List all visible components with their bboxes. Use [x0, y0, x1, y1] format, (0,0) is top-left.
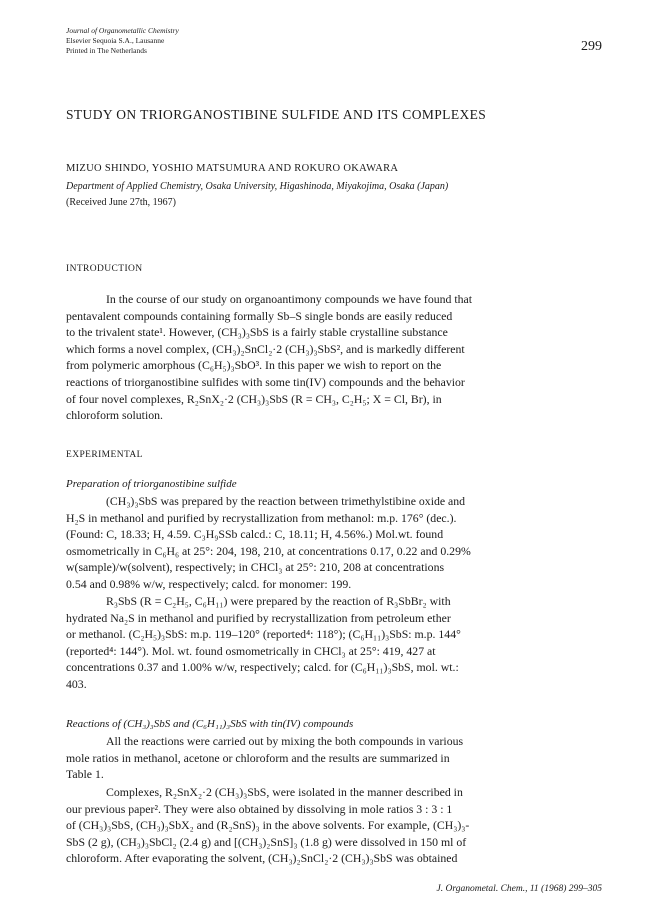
text-line: mole ratios in methanol, acetone or chloroform and the results are summarized in [66, 750, 450, 765]
text-line: of four novel complexes, R₂SnX₂·2 (CH₃)₃SbS (R = CH₃, C₂H₅; X = Cl, Br), in [66, 391, 442, 406]
footer-citation: J. Organometal. Chem., 11 (1968) 299–305 [436, 884, 602, 894]
complexes-paragraph [66, 784, 624, 867]
introduction-paragraph [66, 291, 624, 424]
text-line: osmometrically in C₆H₆ at 25°: 204, 198, 210, at concentrations 0.17, 0.22 and 0.29% [66, 543, 471, 558]
subsection-heading-preparation: Preparation of triorganostibine sulfide [66, 478, 237, 490]
authors: MIZUO SHINDO, YOSHIO MATSUMURA AND ROKURO OKAWARA [66, 163, 399, 174]
text-line: In the course of our study on organoantimony compounds we have found that [106, 292, 473, 306]
text-line: R₃SbS (R = C₂H₅, C₆H₁₁) were prepared by the reaction of R₃SbBr₂ with [106, 594, 451, 608]
text-line: (CH₃)₃SbS was prepared by the reaction between trimethylstibine oxide and [106, 494, 466, 508]
text-line: our previous paper². They were also obtained by dissolving in mole ratios 3 : 3 : 1 [66, 801, 453, 816]
text-line: (Found: C, 18.33; H, 4.59. C₃H₉SSb calcd.: C, 18.11; H, 4.56%.) Mol.wt. found [66, 527, 444, 542]
printed-in: Printed in The Netherlands [66, 46, 147, 55]
text-line: chloroform solution. [66, 408, 163, 423]
text-line: or methanol. (C₂H₅)₃SbS: m.p. 119–120° (reported⁴: 118°); (C₆H₁₁)₃SbS: m.p. 144° [66, 627, 461, 642]
page-number: 299 [581, 39, 602, 54]
text-line: to the trivalent state¹. However, (CH₃)₃SbS is a fairly stable crystalline substance [66, 325, 448, 340]
received-date: (Received June 27th, 1967) [66, 197, 176, 208]
text-line: w(sample)/w(solvent), respectively; in CHCl₃ at 25°: 210, 208 at concentrations [66, 560, 445, 575]
text-line: concentrations 0.37 and 1.00% w/w, respectively; calcd. for (C₆H₁₁)₃SbS, mol. wt.: [66, 660, 459, 675]
text-line: reactions of triorganostibine sulfides with some tin(IV) compounds and the behavior [66, 374, 465, 389]
publisher: Elsevier Sequoia S.A., Lausanne [66, 36, 165, 45]
preparation-paragraph-1 [66, 493, 624, 593]
text-line: (reported⁴: 144°). Mol. wt. found osmometrically in CHCl₃ at 25°: 419, 427 at [66, 643, 436, 658]
text-line: All the reactions were carried out by mixing the both compounds in various [106, 734, 464, 748]
text-line: Complexes, R₂SnX₂·2 (CH₃)₃SbS, were isolated in the manner described in [106, 785, 463, 799]
affiliation: Department of Applied Chemistry, Osaka University, Higashinoda, Miyakojima, Osaka (Japan) [66, 181, 449, 192]
text-line: 0.54 and 0.98% w/w, respectively; calcd. for monomer: 199. [66, 576, 352, 591]
masthead [66, 26, 179, 56]
text-line: pentavalent compounds containing formally Sb–S single bonds are easily reduced [66, 308, 453, 323]
text-line: chloroform. After evaporating the solvent, (CH₃)₂SnCl₂·2 (CH₃)₃SbS was obtained [66, 851, 458, 866]
subsection-heading-reactions: Reactions of (CH₃)₃SbS and (C₆H₁₁)₃SbS with tin(IV) compounds [66, 718, 354, 730]
text-line: H₂S in methanol and purified by recrystallization from methanol: m.p. 176° (dec.). [66, 510, 457, 525]
journal-name: Journal of Organometallic Chemistry [66, 26, 179, 35]
text-line: hydrated Na₂S in methanol and purified by recrystallization from petroleum ether [66, 610, 451, 625]
text-line: which forms a novel complex, (CH₃)₂SnCl₂·2 (CH₃)₃SbS², and is markedly different [66, 341, 465, 356]
text-line: from polymeric amorphous (C₆H₅)₃SbO³. In this paper we wish to report on the [66, 358, 442, 373]
reactions-paragraph [66, 733, 624, 783]
experimental-heading: EXPERIMENTAL [66, 450, 143, 460]
text-line: Table 1. [66, 767, 104, 782]
preparation-paragraph-2 [66, 593, 624, 693]
introduction-heading: INTRODUCTION [66, 264, 143, 274]
text-line: 403. [66, 676, 87, 691]
text-line: of (CH₃)₃SbS, (CH₃)₃SbX₂ and (R₂SnS)₃ in the above solvents. For example, (CH₃)₃- [66, 818, 470, 833]
text-line: SbS (2 g), (CH₃)₃SbCl₂ (2.4 g) and [(CH₃)₂SnS]₃ (1.8 g) were dissolved in 150 ml of [66, 834, 467, 849]
article-title: STUDY ON TRIORGANOSTIBINE SULFIDE AND ITS COMPLEXES [66, 107, 487, 122]
